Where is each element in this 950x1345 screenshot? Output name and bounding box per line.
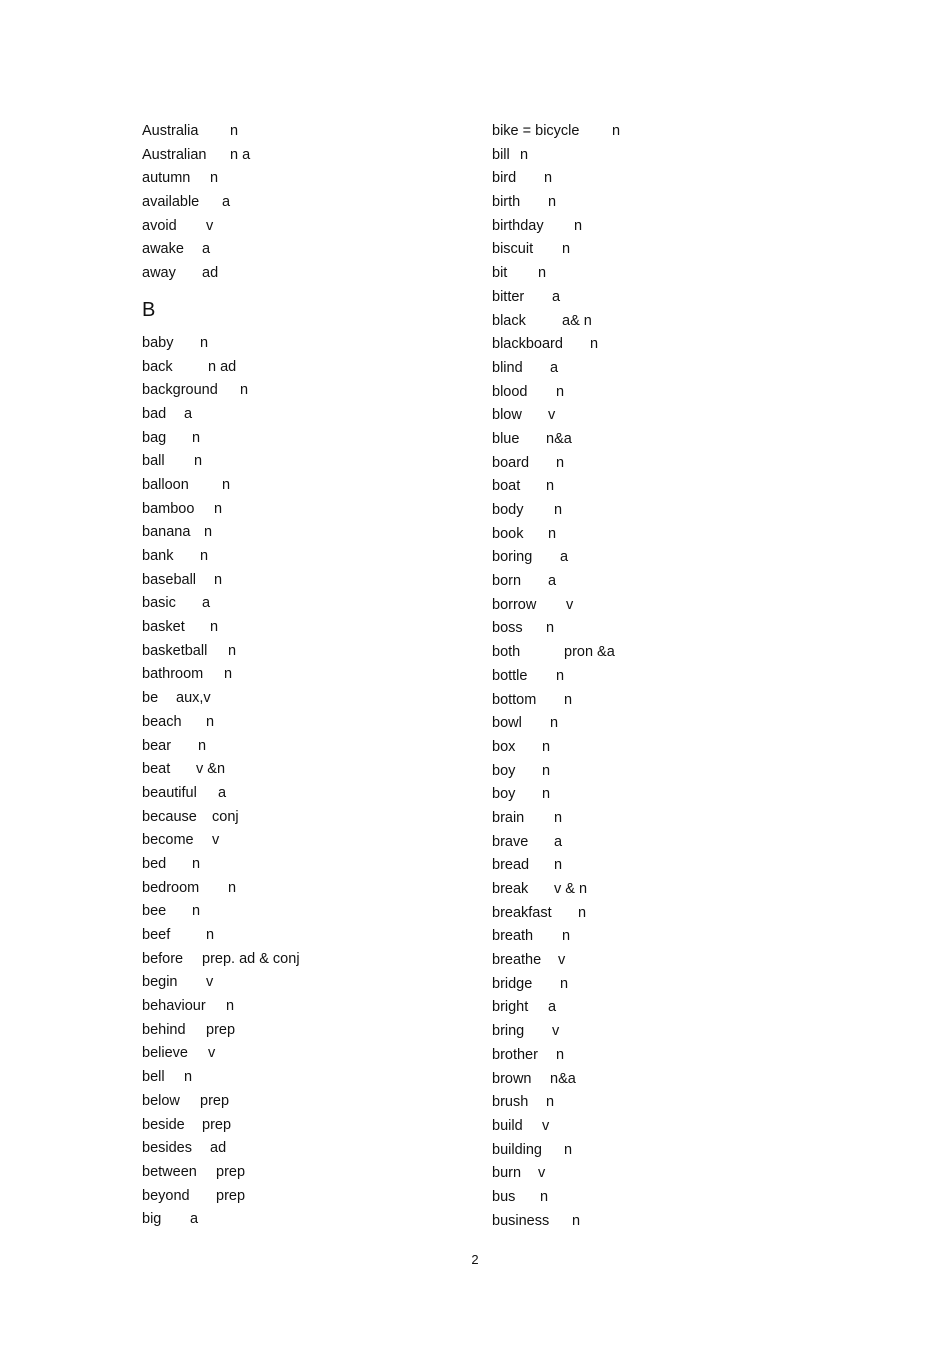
vocab-entry [142, 1209, 199, 1233]
entry-word: bike = bicycle [492, 123, 580, 139]
vocab-entry [142, 830, 220, 854]
entry-part-of-speech: n [200, 334, 209, 351]
entry-word: Australian [142, 146, 207, 163]
page-number: 2 [471, 1252, 479, 1267]
vocab-entry [142, 807, 239, 831]
entry-part-of-speech: n [564, 1141, 573, 1158]
entry-part-of-speech: conj [212, 808, 239, 825]
vocab-entry [142, 333, 209, 357]
entry-part-of-speech: v [566, 596, 574, 613]
entry-part-of-speech: n [214, 500, 223, 517]
entry-word: bit [492, 265, 508, 282]
entry-part-of-speech: n [204, 524, 213, 541]
entry-word: Australia [142, 123, 199, 139]
entry-part-of-speech: v [542, 1117, 550, 1134]
entry-part-of-speech: prep [216, 1187, 246, 1204]
entry-part-of-speech: v [206, 974, 214, 991]
entry-part-of-speech: n [226, 998, 235, 1015]
vocab-entry [142, 192, 231, 216]
entry-part-of-speech: n ad [208, 358, 237, 375]
entry-part-of-speech: v &n [196, 761, 226, 778]
entry-part-of-speech: n [214, 571, 223, 588]
vocab-entry [142, 925, 215, 949]
entry-word: begin [142, 974, 178, 991]
vocab-entry [142, 380, 249, 404]
entry-word: brush [492, 1094, 529, 1111]
entry-part-of-speech: a [202, 595, 211, 612]
entry-part-of-speech: n [192, 903, 201, 920]
entry-word: boring [492, 549, 533, 566]
entry-word: both [492, 644, 521, 661]
entry-part-of-speech: a [548, 573, 557, 590]
entry-part-of-speech: n [574, 217, 583, 234]
entry-part-of-speech: n [548, 194, 557, 211]
entry-word: boy [492, 786, 516, 803]
entry-word: blue [492, 430, 520, 447]
entry-part-of-speech: a& n [562, 312, 592, 329]
entry-word: bridge [492, 975, 533, 992]
entry-part-of-speech: n&a [546, 430, 572, 447]
entry-word: beef [142, 927, 171, 943]
entry-part-of-speech: n [540, 1188, 549, 1205]
entry-word: birth [492, 194, 521, 211]
entry-word: beach [142, 713, 182, 730]
entry-part-of-speech: n&a [550, 1070, 576, 1087]
section-heading: B [142, 298, 156, 321]
entry-word: borrow [492, 596, 537, 613]
vocab-entry [142, 475, 231, 499]
entry-part-of-speech: n [556, 454, 565, 471]
entry-word: bamboo [142, 500, 195, 517]
vocab-entry [142, 570, 223, 594]
vocab-entry [142, 783, 227, 807]
vocab-entry [142, 168, 219, 192]
entry-word: boat [492, 478, 521, 495]
vocab-entry [142, 878, 237, 902]
entry-word: bird [492, 170, 517, 187]
vocab-entry [142, 664, 233, 688]
vocab-entry [142, 404, 193, 428]
entry-word: beautiful [142, 784, 197, 801]
vocab-entry [142, 1067, 193, 1091]
vocab-entry [142, 263, 219, 287]
entry-part-of-speech: n [192, 429, 201, 446]
entry-part-of-speech: a [552, 288, 561, 305]
vocab-entry [142, 593, 211, 617]
entry-word: blind [492, 359, 523, 376]
entry-part-of-speech: n [520, 146, 529, 163]
entry-part-of-speech: v [548, 407, 556, 424]
vocab-entry [142, 712, 215, 736]
entry-part-of-speech: n [554, 857, 563, 874]
entry-word: birthday [492, 217, 544, 234]
entry-part-of-speech: n [590, 336, 599, 353]
entry-part-of-speech: prep [202, 1116, 232, 1133]
vocab-entry [142, 216, 214, 240]
entry-part-of-speech: v [212, 832, 220, 849]
entry-word: bell [142, 1069, 165, 1086]
entry-word: breath [492, 928, 534, 945]
entry-word: basket [142, 619, 185, 636]
vocab-entry [142, 546, 209, 570]
entry-word: big [142, 1211, 162, 1228]
entry-part-of-speech: n [184, 1069, 193, 1086]
entry-word: bee [142, 903, 167, 920]
entry-word: biscuit [492, 241, 534, 258]
entry-part-of-speech: n [240, 382, 249, 399]
entry-part-of-speech: a [222, 194, 231, 211]
entry-word: ball [142, 453, 165, 470]
entry-word: bag [142, 429, 167, 446]
entry-word: banana [142, 524, 191, 541]
entry-word: besides [142, 1140, 192, 1157]
vocab-entry [142, 1091, 230, 1115]
entry-part-of-speech: pron &a [564, 644, 615, 661]
entry-part-of-speech: n [230, 123, 239, 139]
entry-part-of-speech: prep [206, 1021, 236, 1038]
entry-part-of-speech: v & n [554, 881, 588, 897]
entry-word: bottle [492, 667, 528, 684]
entry-part-of-speech: v [206, 217, 214, 234]
vocab-entry [142, 239, 211, 263]
entry-word: bottom [492, 691, 537, 708]
entry-part-of-speech: n [560, 975, 569, 992]
entry-word: box [492, 738, 516, 755]
entry-word: brother [492, 1046, 538, 1063]
entry-part-of-speech: n [546, 620, 555, 637]
entry-part-of-speech: n [542, 762, 551, 779]
entry-word: between [142, 1163, 197, 1180]
entry-part-of-speech: n [562, 241, 571, 258]
entry-part-of-speech: n [228, 879, 237, 896]
entry-word: behind [142, 1021, 186, 1038]
entry-word: baby [142, 334, 174, 351]
entry-word: below [142, 1092, 180, 1109]
entry-part-of-speech: n [548, 525, 557, 542]
entry-word: available [142, 194, 200, 211]
entry-part-of-speech: n [556, 667, 565, 684]
entry-part-of-speech: n [194, 453, 203, 470]
entry-part-of-speech: a [560, 549, 569, 566]
entry-word: bowl [492, 715, 522, 732]
entry-part-of-speech: ad [202, 265, 219, 282]
vocab-entry [142, 854, 201, 878]
entry-word: autumn [142, 170, 191, 187]
entry-word: bill [492, 146, 510, 163]
entry-part-of-speech: n [554, 502, 563, 518]
vocab-entry [142, 145, 251, 169]
entry-word: bad [142, 405, 167, 422]
entry-part-of-speech: n [556, 383, 565, 400]
vocab-entry [142, 499, 223, 523]
entry-word: away [142, 265, 176, 282]
entry-word: become [142, 832, 194, 849]
entry-word: balloon [142, 476, 189, 493]
entry-part-of-speech: n a [230, 146, 251, 163]
entry-word: basketball [142, 642, 208, 659]
entry-part-of-speech: n [612, 123, 621, 139]
entry-word: breakfast [492, 904, 552, 921]
vocab-entry [142, 1043, 216, 1067]
entry-word: bus [492, 1188, 516, 1205]
entry-word: brain [492, 809, 525, 826]
vocab-entry [142, 1162, 246, 1186]
vocab-entry [142, 1020, 236, 1044]
entry-word: bed [142, 855, 167, 872]
entry-part-of-speech: n [562, 928, 571, 945]
entry-part-of-speech: n [550, 715, 559, 732]
vocab-entry [142, 428, 201, 452]
entry-word: bitter [492, 288, 525, 305]
vocab-entry [142, 1186, 246, 1210]
entry-word: brown [492, 1070, 532, 1087]
entry-word: bedroom [142, 879, 200, 896]
entry-word: beat [142, 761, 171, 778]
entry-part-of-speech: n [556, 1046, 565, 1063]
entry-word: beside [142, 1116, 185, 1133]
left-word-column [142, 121, 300, 1233]
entry-part-of-speech: n [546, 478, 555, 495]
entry-part-of-speech: n [224, 666, 233, 683]
vocab-entry [142, 641, 237, 665]
entry-word: bread [492, 857, 530, 874]
entry-word: boss [492, 620, 523, 637]
vocab-entry [142, 736, 207, 760]
entry-part-of-speech: n [538, 265, 547, 282]
entry-part-of-speech: v [208, 1045, 216, 1062]
entry-word: be [142, 690, 159, 707]
entry-word: beyond [142, 1187, 190, 1204]
entry-word: blow [492, 407, 522, 424]
entry-part-of-speech: n [210, 170, 219, 187]
entry-word: black [492, 312, 526, 329]
entry-part-of-speech: n [222, 476, 231, 493]
vocab-entry [142, 972, 214, 996]
entry-word: avoid [142, 217, 177, 234]
entry-part-of-speech: aux,v [176, 690, 211, 707]
entry-part-of-speech: n [200, 548, 209, 564]
entry-word: background [142, 382, 218, 399]
entry-part-of-speech: prep [216, 1163, 246, 1180]
vocab-entry [142, 901, 201, 925]
entry-part-of-speech: ad [210, 1140, 227, 1157]
entry-part-of-speech: a [550, 359, 559, 376]
vocab-entry [142, 949, 300, 973]
entry-part-of-speech: v [558, 952, 566, 969]
vocab-entry [142, 1115, 232, 1139]
vocab-entry [142, 121, 239, 145]
entry-part-of-speech: n [578, 904, 587, 921]
entry-word: break [492, 881, 529, 897]
entry-part-of-speech: n [206, 713, 215, 730]
entry-part-of-speech: n [192, 855, 201, 872]
entry-part-of-speech: a [202, 241, 211, 258]
entry-word: breathe [492, 952, 542, 969]
entry-word: basic [142, 595, 176, 612]
entry-part-of-speech: n [210, 619, 219, 636]
entry-word: body [492, 502, 524, 518]
entry-word: awake [142, 241, 184, 258]
entry-word: behaviour [142, 998, 206, 1015]
entry-word: bright [492, 999, 529, 1016]
entry-part-of-speech: n [564, 691, 573, 708]
entry-word: bring [492, 1023, 525, 1040]
entry-word: building [492, 1141, 542, 1158]
vocab-entry [142, 996, 235, 1020]
vocab-entry [142, 688, 211, 712]
entry-part-of-speech: n [228, 642, 237, 659]
entry-word: baseball [142, 571, 197, 588]
vocab-entry [142, 357, 237, 381]
entry-word: build [492, 1117, 523, 1134]
vocab-entry [142, 617, 219, 641]
entry-part-of-speech: a [218, 784, 227, 801]
entry-word: back [142, 358, 173, 375]
entry-part-of-speech: n [546, 1094, 555, 1111]
entry-part-of-speech: a [190, 1211, 199, 1228]
entry-word: board [492, 454, 530, 471]
entry-part-of-speech: v [552, 1023, 560, 1040]
entry-word: brave [492, 833, 529, 850]
entry-word: believe [142, 1045, 188, 1062]
entry-word: book [492, 525, 524, 542]
entry-part-of-speech: n [206, 927, 215, 943]
vocab-entry [142, 759, 226, 783]
entry-word: blackboard [492, 336, 563, 353]
entry-part-of-speech: a [184, 405, 193, 422]
entry-part-of-speech: v [538, 1165, 546, 1182]
entry-word: business [492, 1212, 550, 1229]
entry-part-of-speech: prep [200, 1092, 230, 1109]
entry-part-of-speech: n [542, 738, 551, 755]
entry-word: bank [142, 548, 174, 564]
entry-part-of-speech: a [548, 999, 557, 1016]
entry-word: boy [492, 762, 516, 779]
entry-part-of-speech: n [554, 809, 563, 826]
entry-word: because [142, 808, 197, 825]
entry-word: born [492, 573, 522, 590]
entry-word: burn [492, 1165, 522, 1182]
entry-part-of-speech: a [554, 833, 563, 850]
entry-part-of-speech: n [542, 786, 551, 803]
entry-part-of-speech: n [198, 737, 207, 754]
entry-word: before [142, 950, 184, 967]
entry-word: blood [492, 383, 528, 400]
vocab-entry [142, 451, 203, 475]
entry-part-of-speech: n [544, 170, 553, 187]
vocab-entry [142, 522, 213, 546]
entry-part-of-speech: n [572, 1212, 581, 1229]
vocab-entry [142, 1138, 227, 1162]
entry-word: bear [142, 737, 172, 754]
entry-part-of-speech: prep. ad & conj [202, 950, 300, 967]
entry-word: bathroom [142, 666, 204, 683]
